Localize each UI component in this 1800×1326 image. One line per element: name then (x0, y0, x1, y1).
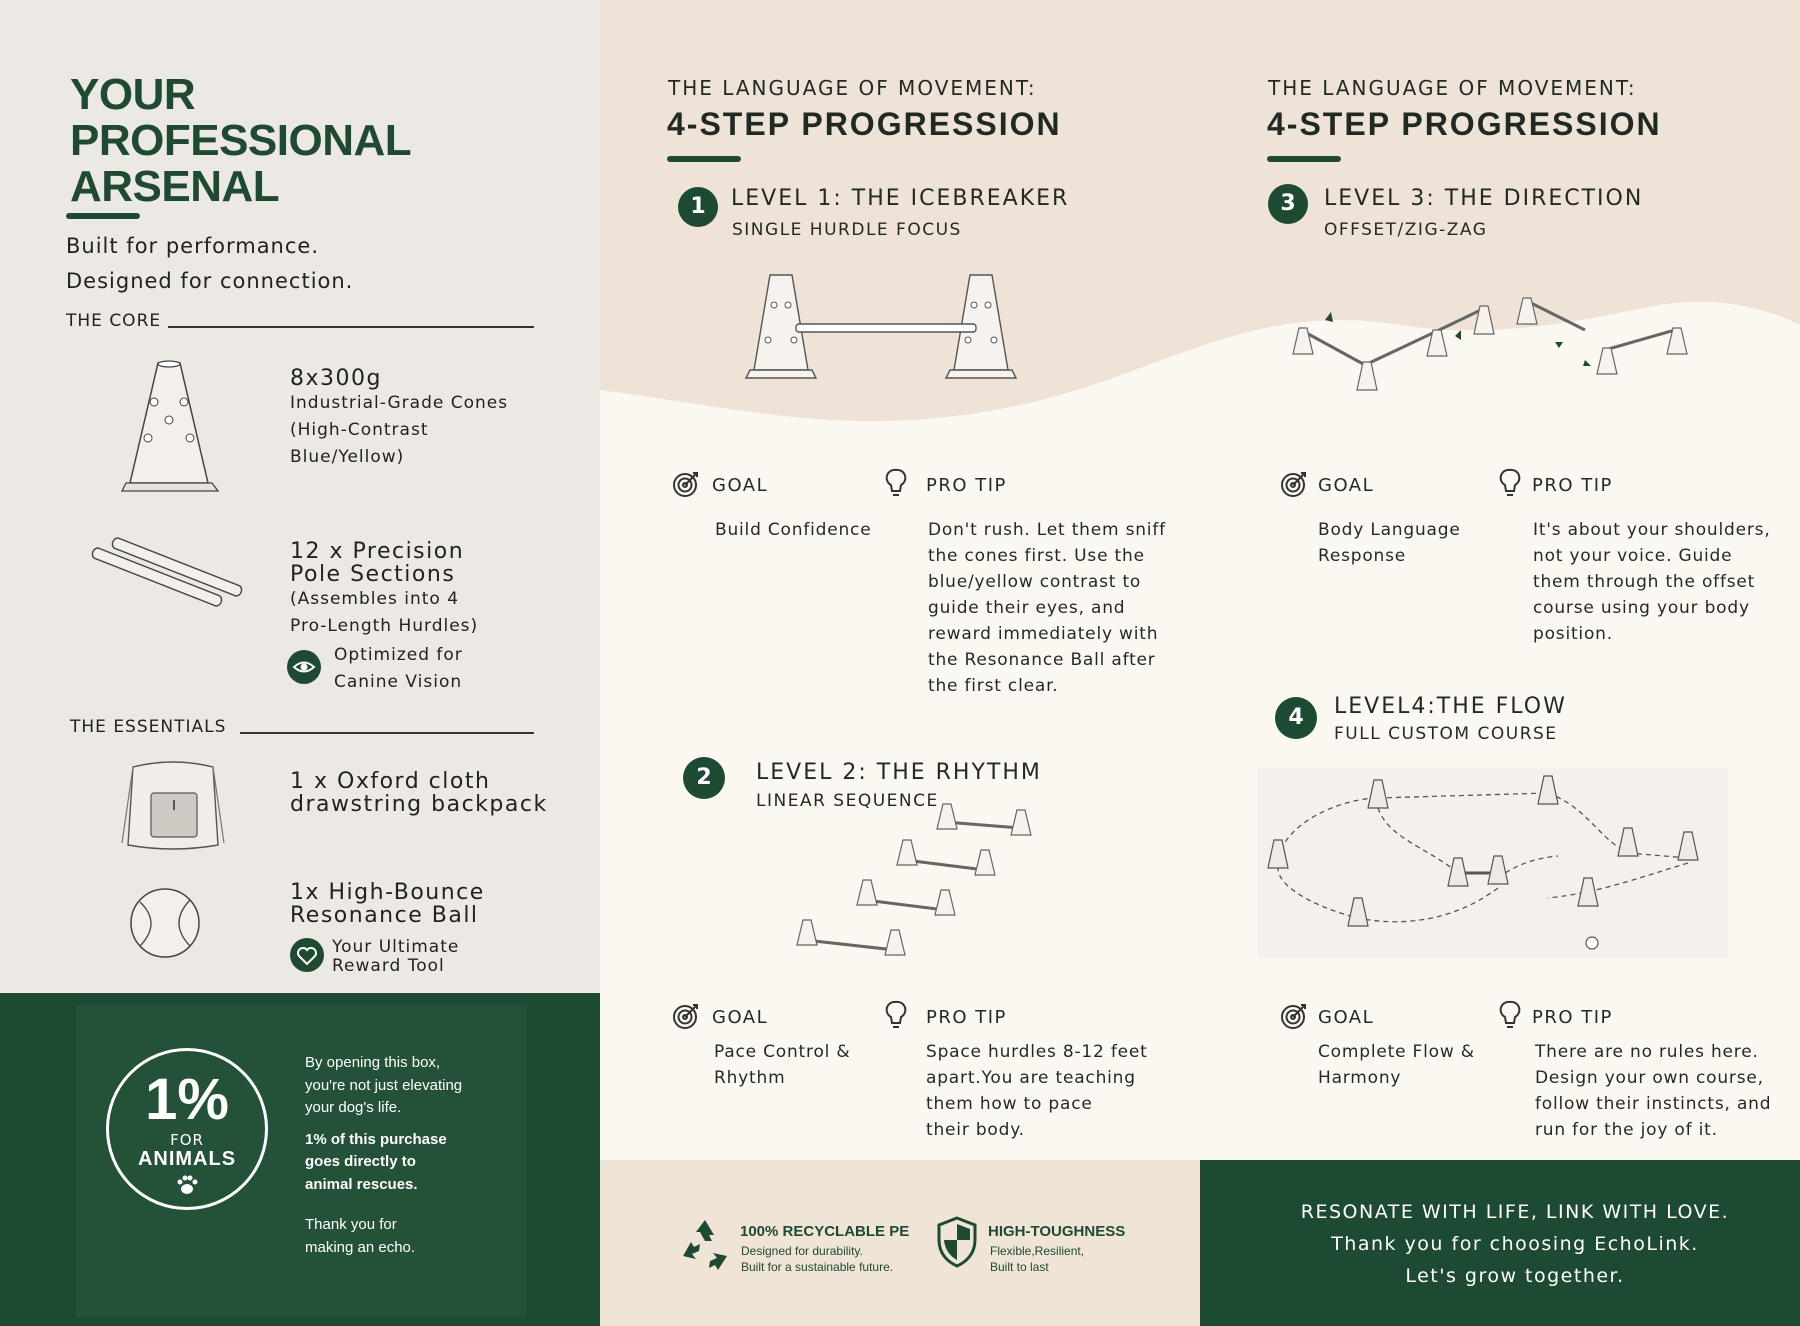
progression-heading-big-2: 4-STEP PROGRESSION (1267, 106, 1662, 142)
heart-icon (290, 938, 324, 972)
level-2-goal-text: Pace Control & Rhythm (714, 1042, 851, 1088)
level-1-title: LEVEL 1: THE ICEBREAKER (731, 186, 1070, 211)
level-3-goal-label: GOAL (1318, 475, 1375, 496)
heading-underline (1267, 156, 1341, 162)
level-1-goal-label: GOAL (712, 475, 769, 496)
level-1-goal-text: Build Confidence (715, 520, 872, 540)
level-4-course-illustration (1258, 768, 1728, 958)
level-4-subtitle: FULL CUSTOM COURSE (1334, 724, 1558, 744)
level-2-goal-label: GOAL (712, 1007, 769, 1028)
level-4-tip-text: There are no rules here. Design your own course, follow their instincts, and run for the joy of it. (1535, 1042, 1772, 1140)
poles-badge-text: Optimized for Canine Vision (334, 645, 463, 692)
level-1-tip-text: Don't rush. Let them sniff the cones first. Use the blue/yellow contrast to guide their eyes, and reward immediately with the Resonance Ball after the first clear. (928, 520, 1166, 696)
recycle-icon (680, 1218, 730, 1270)
backpack-illustration (118, 755, 228, 855)
level-4-tip-label: PRO TIP (1532, 1007, 1613, 1028)
level-2-tip-label: PRO TIP (926, 1007, 1007, 1028)
arsenal-subtitle-1: Built for performance. (66, 234, 320, 258)
title-underline (66, 213, 140, 219)
arsenal-title: YOUR PROFESSIONAL ARSENAL (70, 70, 412, 211)
lightbulb-icon (1498, 467, 1522, 501)
level-1-subtitle: SINGLE HURDLE FOCUS (732, 220, 962, 240)
section-core-label: THE CORE (66, 311, 162, 331)
closing-message: RESONATE WITH LIFE, LINK WITH LOVE. Thank you for choosing EchoLink. Let's grow together. (1300, 1201, 1730, 1287)
cones-desc: Industrial-Grade Cones (High-Contrast Blue/Yellow) (290, 393, 509, 467)
target-icon (1280, 470, 1308, 498)
level-4-title: LEVEL4:THE FLOW (1334, 694, 1567, 719)
seal-percent: 1% (145, 1067, 229, 1132)
backpack-title: 1 x Oxford cloth drawstring backpack (290, 769, 548, 817)
seal-animals: ANIMALS (137, 1148, 237, 1170)
level-2-tip-text: Space hurdles 8-12 feet apart.You are teaching them how to pace their body. (926, 1042, 1148, 1140)
donation-text: By opening this box, you're not just elevating your dog's life. 1% of this purchase goes directly to animal rescues. Thank you for making an echo. (305, 1054, 463, 1256)
ball-badge-text: Your Ultimate Reward Tool (332, 937, 460, 976)
level-2-title: LEVEL 2: THE RHYTHM (756, 760, 1042, 785)
level-2-subtitle: LINEAR SEQUENCE (756, 791, 939, 811)
level-2-sequence-illustration (795, 800, 1045, 980)
shield-icon (936, 1216, 978, 1268)
level-3-zigzag-illustration (1285, 290, 1705, 420)
section-divider (240, 732, 534, 734)
level-1-number: 1 (678, 187, 718, 227)
toughness-title: HIGH-TOUGHNESS (988, 1223, 1126, 1240)
paw-icon (175, 1174, 199, 1196)
progression-heading-big: 4-STEP PROGRESSION (667, 106, 1062, 142)
lightbulb-icon (884, 467, 908, 501)
poles-title: 12 x Precision Pole Sections (290, 539, 465, 587)
level-3-number: 3 (1268, 184, 1308, 224)
level-4-number: 4 (1275, 697, 1317, 739)
lightbulb-icon (884, 999, 908, 1033)
level-2-number: 2 (683, 757, 725, 799)
heading-underline (667, 156, 741, 162)
arsenal-subtitle-2: Designed for connection. (66, 269, 354, 293)
recycle-desc: Designed for durability. Built for a sustainable future. (741, 1244, 894, 1274)
level-3-goal-text: Body Language Response (1318, 520, 1461, 566)
poles-desc: (Assembles into 4 Pro-Length Hurdles) (290, 589, 479, 636)
cone-illustration (120, 358, 220, 498)
progression-heading-small: THE LANGUAGE OF MOVEMENT: (668, 76, 1037, 100)
ball-title: 1x High-Bounce Resonance Ball (290, 880, 485, 928)
recycle-title: 100% RECYCLABLE PE (740, 1223, 910, 1240)
section-divider (168, 326, 534, 328)
level-3-subtitle: OFFSET/ZIG-ZAG (1324, 220, 1488, 240)
level-3-title: LEVEL 3: THE DIRECTION (1324, 186, 1644, 211)
target-icon (1280, 1002, 1308, 1030)
progression-heading-small-2: THE LANGUAGE OF MOVEMENT: (1268, 76, 1637, 100)
poles-illustration (90, 530, 250, 610)
lightbulb-icon (1498, 999, 1522, 1033)
toughness-desc: Flexible,Resilient, Built to last (990, 1244, 1085, 1274)
level-3-tip-label: PRO TIP (1532, 475, 1613, 496)
level-3-tip-text: It's about your shoulders, not your voice. Guide them through the offset course using your body position. (1533, 520, 1771, 644)
level-1-hurdle-illustration (740, 270, 1030, 385)
section-essentials-label: THE ESSENTIALS (70, 717, 227, 737)
level-4-goal-label: GOAL (1318, 1007, 1375, 1028)
eye-icon (287, 650, 321, 684)
level-4-goal-text: Complete Flow & Harmony (1318, 1042, 1475, 1088)
seal-for: FOR (170, 1131, 204, 1149)
cones-title: 8x300g (290, 366, 382, 391)
level-1-tip-label: PRO TIP (926, 475, 1007, 496)
target-icon (672, 1002, 700, 1030)
target-icon (672, 470, 700, 498)
ball-illustration (128, 886, 202, 960)
